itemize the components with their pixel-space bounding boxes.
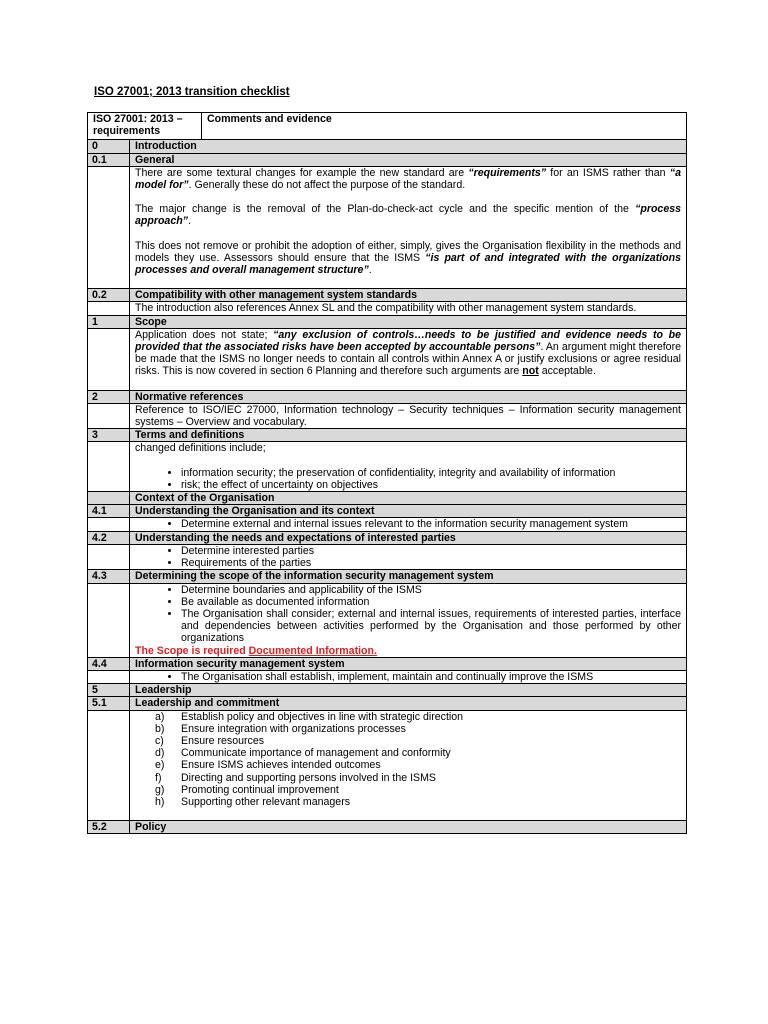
list-text: Supporting other relevant managers [181, 795, 351, 808]
number-cell [88, 403, 130, 428]
section-number: 2 [88, 390, 130, 403]
section-number: 0.2 [88, 289, 130, 302]
list-marker: h) [155, 795, 165, 808]
text-span: The major change is the removal of the Plan-do-check-act cycle and the specific mention of the [135, 203, 636, 216]
section-title: Context of the Organisation [130, 492, 687, 505]
content-row-4-4 [88, 670, 687, 683]
section-number: 4.2 [88, 531, 130, 544]
list-item [155, 771, 681, 784]
paragraph [135, 167, 681, 191]
list-text: Directing and supporting persons involved in the ISMS [181, 771, 436, 784]
number-cell [88, 302, 130, 315]
lettered-list [135, 711, 681, 809]
list-text: Ensure resources [181, 734, 265, 747]
section-number: 0.1 [88, 153, 130, 166]
section-row-5-2 [88, 821, 687, 834]
scope-determination-comments [130, 583, 687, 657]
emphasis: “any exclusion of controls…needs to be justified and evidence needs to be provided that the associated risks have been accepted by accountable persons” [135, 328, 681, 354]
section-title: Understanding the Organisation and its context [130, 505, 687, 518]
context-comments [130, 518, 687, 531]
underlined-emphasis: not [522, 365, 539, 378]
number-cell [88, 166, 130, 288]
section-row-2 [88, 390, 687, 403]
table-header-row [88, 113, 687, 140]
general-comments [130, 166, 687, 288]
section-number: 0 [88, 140, 130, 153]
paragraph [135, 240, 681, 277]
text-span: . [187, 215, 191, 228]
content-row-4-1 [88, 518, 687, 531]
list-marker: f) [155, 771, 162, 784]
scope-note [135, 645, 681, 657]
text-span: . An argument might therefore be made that the ISMS no longer needs to contain all controls within Annex A or justify exclusions or agree residual risks. This is now covered in section 6 Planning and therefore such arguments are [135, 341, 681, 378]
normative-comments: Reference to ISO/IEC 27000, Information technology – Security techniques – Information security management systems – Overview and vocabulary. [130, 403, 687, 428]
section-row-0-2 [88, 289, 687, 302]
content-row-2 [88, 403, 687, 428]
section-number: 3 [88, 429, 130, 442]
header-requirements: ISO 27001: 2013 – requirements [88, 113, 202, 140]
section-title: General [130, 153, 687, 166]
emphasis: “a model for” [135, 166, 681, 192]
content-row-3 [88, 442, 687, 492]
isms-comments [130, 670, 687, 683]
list-text: Ensure integration with organizations processes [181, 722, 406, 735]
checklist-table [87, 112, 687, 834]
terms-comments [130, 442, 687, 492]
section-row-4-4 [88, 657, 687, 670]
page-title: ISO 27001; 2013 transition checklist [94, 86, 290, 98]
list-marker: a) [155, 710, 165, 723]
text-span: Application does not state; [135, 328, 274, 341]
list-item: • Determine boundaries and applicability of the ISMS [181, 584, 681, 596]
content-row-4-2 [88, 544, 687, 569]
section-row-1 [88, 315, 687, 328]
section-number: 4.4 [88, 657, 130, 670]
section-title: Determining the scope of the information security management system [130, 570, 687, 583]
section-title: Scope [130, 315, 687, 328]
bullet-list [135, 518, 681, 530]
compatibility-comments: The introduction also references Annex SL and the compatibility with other management system standards. [130, 302, 687, 315]
list-text: Establish policy and objectives in line with strategic direction [181, 710, 464, 723]
section-title: Understanding the needs and expectations of interested parties [130, 531, 687, 544]
section-title: Leadership and commitment [130, 697, 687, 710]
list-item [155, 722, 681, 735]
emphasis: “process approach” [135, 203, 681, 228]
section-title: Policy [130, 821, 687, 834]
content-row-4-3 [88, 583, 687, 657]
list-text: Promoting continual improvement [181, 783, 339, 796]
list-marker: g) [155, 783, 165, 796]
section-title: Compatibility with other management system standards [130, 289, 687, 302]
list-item: • Be available as documented information [181, 596, 681, 608]
number-cell [88, 710, 130, 821]
text-span: . [368, 264, 372, 277]
text-span: This does not remove or prohibit the adoption of either, simply, gives the Organisation flexibility in the methods and models they use. Assessors should ensure that the ISMS [135, 239, 681, 264]
section-number [88, 492, 130, 505]
list-item: • risk; the effect of uncertainty on objectives [181, 479, 681, 491]
section-number: 5.2 [88, 821, 130, 834]
section-row-3 [88, 429, 687, 442]
content-row-1 [88, 328, 687, 390]
emphasis: “is part of and integrated with the organizations processes and overall management structure” [135, 251, 681, 277]
documented-information-link: Documented Information. [248, 644, 377, 657]
number-cell [88, 583, 130, 657]
section-title: Leadership [130, 684, 687, 697]
number-cell [88, 518, 130, 531]
list-item [155, 795, 681, 808]
section-number: 4.3 [88, 570, 130, 583]
section-title: Terms and definitions [130, 429, 687, 442]
list-item: • The Organisation shall consider; external and internal issues, requirements of interested parties, interface and dependencies between activities performed by the Organisation and those performed by other organizations [181, 608, 681, 645]
content-row-5-1 [88, 710, 687, 821]
paragraph: changed definitions include; [135, 442, 266, 455]
emphasis: “requirements” [468, 166, 547, 179]
list-marker: c) [155, 734, 164, 747]
section-row-0 [88, 140, 687, 153]
list-item [155, 747, 681, 760]
list-item: • The Organisation shall establish, implement, maintain and continually improve the ISMS [181, 671, 681, 683]
list-text: Ensure ISMS achieves intended outcomes [181, 759, 381, 772]
section-row-0-1 [88, 153, 687, 166]
scope-comments [130, 328, 687, 390]
section-number: 5 [88, 684, 130, 697]
list-marker: d) [155, 747, 165, 760]
list-item [155, 734, 681, 747]
interested-parties-comments [130, 544, 687, 569]
section-row-4-2 [88, 531, 687, 544]
list-item: • Determine interested parties [181, 545, 681, 557]
section-title: Information security management system [130, 657, 687, 670]
section-row-5 [88, 684, 687, 697]
text-span: There are some textural changes for example the new standard are [135, 166, 469, 179]
section-row-5-1 [88, 697, 687, 710]
section-number: 4.1 [88, 505, 130, 518]
list-item [155, 710, 681, 723]
section-title: Normative references [130, 390, 687, 403]
list-item: • Requirements of the parties [181, 557, 681, 569]
content-row-0-1 [88, 166, 687, 288]
section-row-4 [88, 492, 687, 505]
section-row-4-1 [88, 505, 687, 518]
text-span: acceptable. [538, 365, 596, 378]
list-marker: b) [155, 722, 165, 735]
number-cell [88, 670, 130, 683]
text-span: for an ISMS rather than [546, 166, 670, 179]
list-item: • Determine external and internal issues relevant to the information security management system [181, 518, 681, 530]
list-marker: e) [155, 759, 165, 772]
content-row-0-2 [88, 302, 687, 315]
list-item [155, 783, 681, 796]
leadership-comments [130, 710, 687, 821]
header-comments: Comments and evidence [202, 113, 687, 140]
number-cell [88, 544, 130, 569]
bullet-list [135, 584, 681, 645]
bullet-list [135, 545, 681, 569]
text-span: The Scope is required [135, 644, 249, 657]
number-cell [88, 442, 130, 492]
list-item: • information security; the preservation of confidentiality, integrity and availability of information [181, 467, 681, 479]
bullet-list [135, 467, 681, 491]
list-item [155, 759, 681, 772]
bullet-list [135, 671, 681, 683]
section-title: Introduction [130, 140, 687, 153]
number-cell [88, 328, 130, 390]
paragraph [135, 203, 681, 227]
section-row-4-3 [88, 570, 687, 583]
list-text: Communicate importance of management and conformity [181, 747, 451, 760]
section-number: 5.1 [88, 697, 130, 710]
section-number: 1 [88, 315, 130, 328]
text-span: . Generally these do not affect the purpose of the standard. [188, 179, 466, 192]
